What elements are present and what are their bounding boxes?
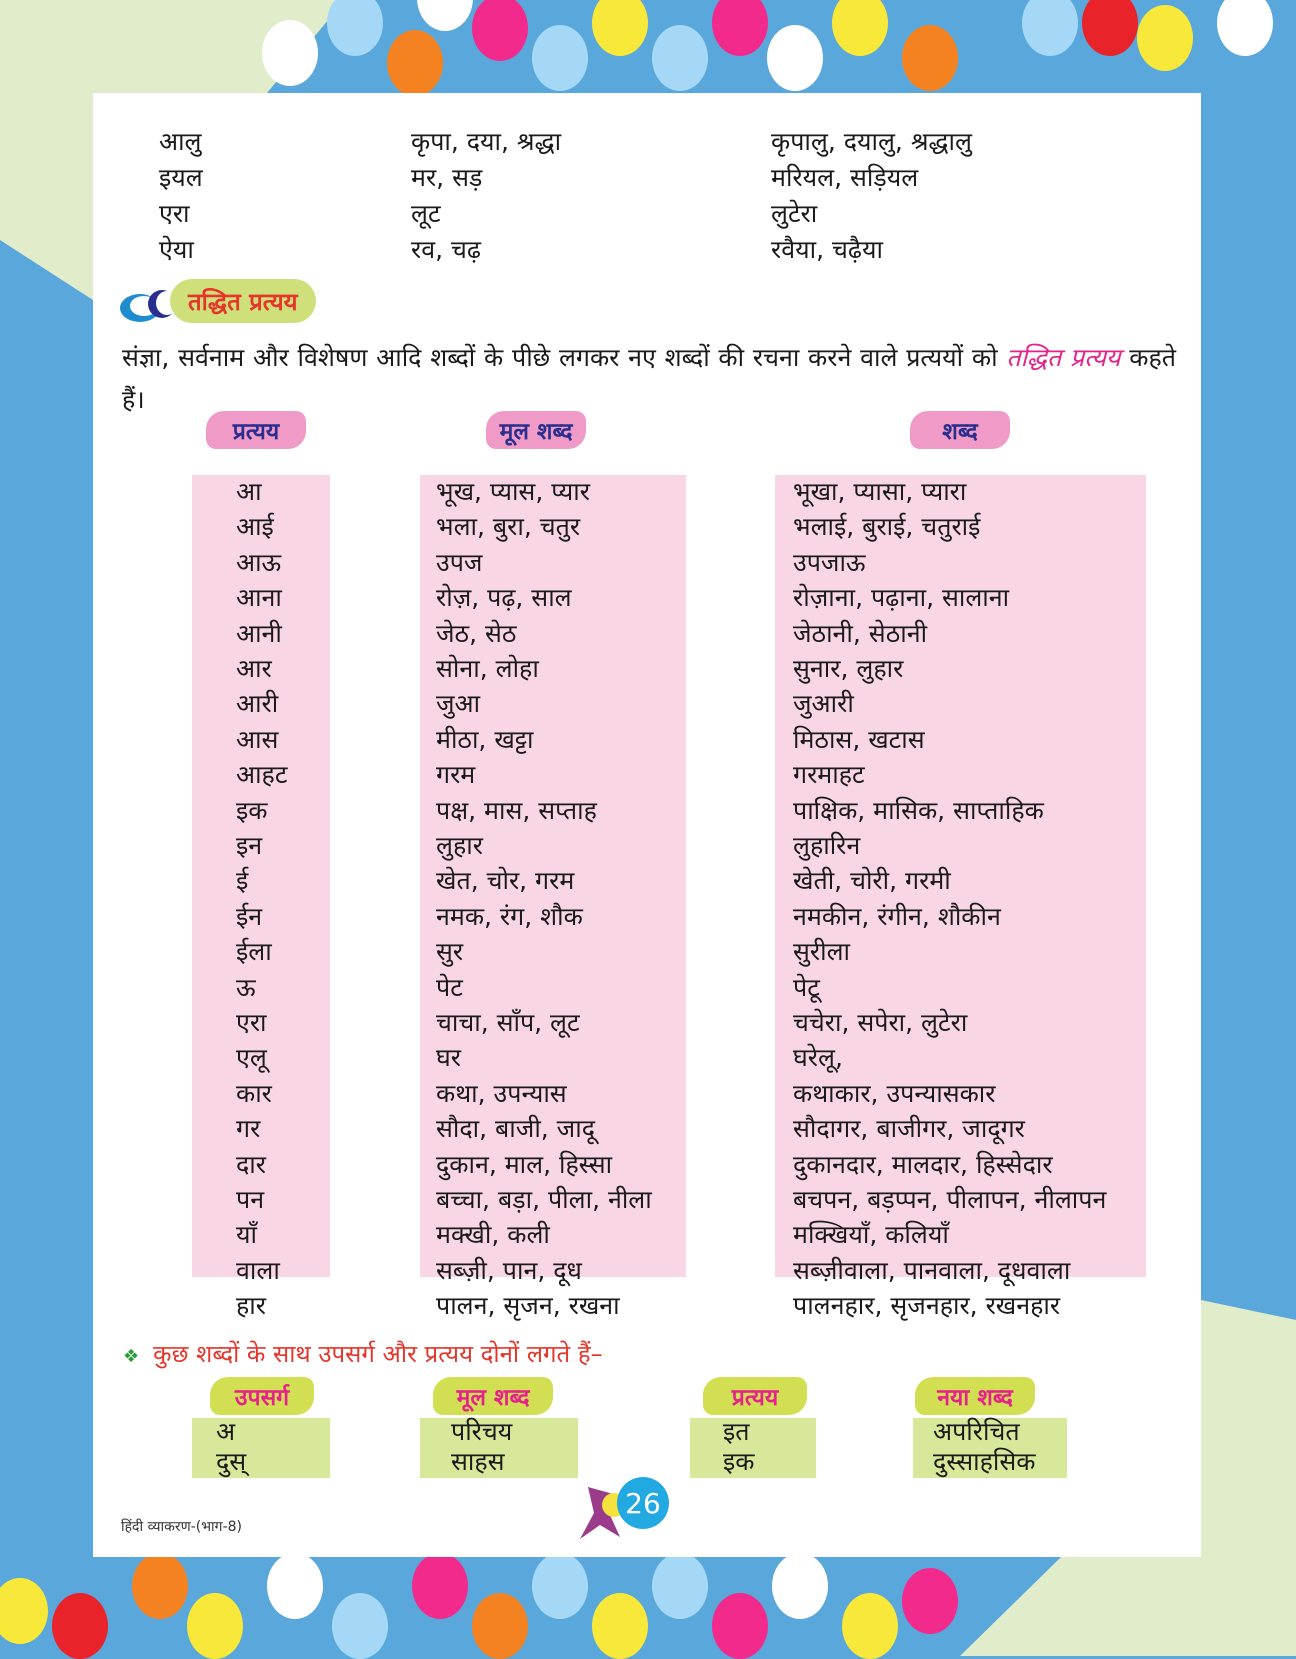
root-cell: पालन, सृजन, रखना [436, 1291, 620, 1321]
decor-dot [712, 1593, 768, 1659]
suffix-cell: गर [236, 1114, 261, 1144]
root-cell: कथा, उपन्यास [436, 1078, 567, 1108]
root-cell: घर [436, 1043, 462, 1073]
suffix-cell: ईन [236, 901, 263, 931]
decor-dot [652, 1553, 708, 1619]
upsarg-cell: दुस् [216, 1447, 247, 1476]
note-line [123, 1337, 603, 1370]
mool-shabd-cell: परिचय [451, 1417, 513, 1446]
word-cell: भूखा, प्यासा, प्यारा [793, 477, 967, 506]
swirl-logo-icon [118, 284, 178, 324]
word-cell: जुआरी [793, 689, 854, 719]
word-cell: चचेरा, सपेरा, लुटेरा [793, 1008, 968, 1037]
root-cell: रव, चढ़ [411, 235, 481, 264]
suffix-cell: आई [236, 512, 274, 542]
decor-dot [592, 1593, 648, 1659]
root-cell: चाचा, साँप, लूट [436, 1008, 580, 1037]
header-mool-shabd: मूल शब्द [486, 411, 586, 449]
suffix-cell: आ [236, 477, 262, 506]
root-cell: भूख, प्यास, प्यार [436, 477, 590, 506]
word-cell: रोज़ाना, पढ़ाना, सालाना [793, 583, 1010, 613]
mool-shabd-cell: साहस [451, 1447, 505, 1476]
word-cell: पेटू [793, 972, 820, 1002]
word-cell: मिठास, खटास [793, 724, 925, 754]
word-cell: सुनार, लुहार [793, 654, 904, 683]
root-cell: जुआ [436, 689, 481, 719]
definition-highlight: तद्धित प्रत्यय [1006, 343, 1121, 372]
suffix-cell: हार [236, 1291, 266, 1321]
decor-dot [267, 1553, 323, 1619]
combo-header-pratyay: प्रत्यय [703, 1377, 807, 1415]
suffix-cell: वाला [236, 1255, 280, 1285]
word-cell: लुहारिन [793, 831, 861, 860]
suffix-cell: एरा [236, 1008, 267, 1037]
diamond-bullet-icon: ❖ [123, 1346, 140, 1367]
root-cell: जेठ, सेठ [436, 618, 517, 648]
note-text: कुछ शब्दों के साथ उपसर्ग और प्रत्यय दोनों लगते हैं– [153, 1340, 603, 1368]
root-cell: सब्ज़ी, पान, दूध [436, 1255, 582, 1285]
suffix-cell: ई [236, 866, 249, 896]
combo-box-upsarg [192, 1418, 330, 1478]
root-cell: रोज़, पढ़, साल [436, 583, 572, 613]
root-cell: उपज [436, 547, 483, 577]
combo-header-naya-shabd: नया शब्द [915, 1377, 1035, 1415]
root-cell: लूट [411, 199, 441, 228]
decor-dot [772, 1553, 828, 1619]
root-cell: मीठा, खट्टा [436, 724, 534, 754]
suffix-cell: ऊ [236, 972, 256, 1002]
word-cell: लुटेरा [771, 199, 818, 228]
decor-dot [187, 1593, 243, 1659]
decor-dot [472, 1593, 528, 1659]
naya-shabd-cell: अपरिचित [933, 1417, 1020, 1446]
header-shabd: शब्द [910, 411, 1010, 449]
root-cell: सोना, लोहा [436, 654, 539, 683]
root-cell: भला, बुरा, चतुर [436, 512, 581, 542]
root-cell: सौदा, बाजी, जादू [436, 1114, 595, 1144]
decor-dot [842, 1593, 898, 1659]
word-cell: पाक्षिक, मासिक, साप्ताहिक [793, 795, 1044, 825]
decor-dot [1137, 5, 1193, 71]
suffix-cell: ईला [236, 937, 272, 967]
suffix-cell: याँ [236, 1220, 257, 1250]
word-cell: सुरीला [793, 937, 851, 967]
decor-dot [767, 25, 823, 91]
suffix-cell: आना [236, 583, 282, 613]
pratyay-cell: इक [723, 1447, 755, 1476]
top-table-row [93, 127, 1201, 163]
suffix-cell: आस [236, 724, 279, 754]
page-number: 26 [617, 1477, 669, 1529]
definition-paragraph [122, 337, 1176, 421]
pratyay-cell: इत [723, 1417, 750, 1446]
decor-dot [132, 1553, 188, 1619]
root-cell: पक्ष, मास, सप्ताह [436, 795, 597, 825]
suffix-cell: आलु [159, 127, 202, 156]
decor-dot [387, 30, 443, 96]
suffix-cell: आरी [236, 689, 279, 719]
suffix-cell: इन [236, 831, 263, 860]
suffix-cell: एलू [236, 1043, 267, 1073]
decor-dot [262, 20, 318, 86]
root-cell: दुकान, माल, हिस्सा [436, 1149, 613, 1179]
word-cell: मरियल, सड़ियल [771, 163, 919, 192]
word-cell: घरेलू, [793, 1043, 843, 1073]
suffix-cell: इयल [159, 163, 203, 192]
decor-dot [652, 25, 708, 91]
word-cell: कथाकार, उपन्यासकार [793, 1078, 996, 1108]
section-title: तद्धित प्रत्यय [170, 279, 316, 323]
root-cell: गरम [436, 760, 476, 790]
header-pratyay: प्रत्यय [206, 411, 306, 449]
suffix-cell: इक [236, 795, 268, 825]
decor-dot [532, 25, 588, 91]
suffix-cell: आऊ [236, 547, 282, 577]
suffix-cell: आहट [236, 760, 288, 790]
top-table-row [93, 199, 1201, 235]
definition-text-end: कहते हैं। [122, 343, 1176, 414]
word-cell: पालनहार, सृजनहार, रखनहार [793, 1291, 1061, 1321]
suffix-cell: आनी [236, 618, 282, 648]
suffix-cell: कार [236, 1078, 272, 1108]
decor-dot [532, 1553, 588, 1619]
suffix-cell: पन [236, 1185, 265, 1214]
textbook-page [93, 93, 1201, 1557]
root-cell: नमक, रंग, शौक [436, 901, 583, 931]
word-cell: जेठानी, सेठानी [793, 618, 928, 648]
suffix-cell: ऐया [159, 235, 194, 264]
combo-header-mool-shabd: मूल शब्द [433, 1377, 553, 1415]
suffix-cell: एरा [159, 199, 190, 228]
decor-dot [902, 25, 958, 91]
root-cell: लुहार [436, 831, 483, 860]
top-table-row [93, 235, 1201, 271]
word-cell: दुकानदार, मालदार, हिस्सेदार [793, 1149, 1053, 1179]
section-heading [118, 279, 348, 329]
root-cell: मर, सड़ [411, 163, 483, 192]
word-cell: मक्खियाँ, कलियाँ [793, 1220, 949, 1250]
definition-text: संज्ञा, सर्वनाम और विशेषण आदि शब्दों के पीछे लगकर नए शब्दों की रचना करने वाले प्रत्ययों को [122, 343, 1007, 372]
root-cell: सुर [436, 937, 464, 967]
word-cell: सब्ज़ीवाला, पानवाला, दूधवाला [793, 1255, 1071, 1285]
root-cell: पेट [436, 972, 463, 1002]
decor-dot [332, 1593, 388, 1659]
combo-header-upsarg: उपसर्ग [210, 1377, 314, 1415]
root-cell: कृपा, दया, श्रद्धा [411, 127, 562, 156]
decor-dot [412, 1553, 468, 1619]
suffix-cell: आर [236, 654, 272, 683]
word-cell: खेती, चोरी, गरमी [793, 866, 951, 896]
word-cell: गरमाहट [793, 760, 865, 790]
naya-shabd-cell: दुस्साहसिक [933, 1447, 1036, 1476]
book-title: हिंदी व्याकरण-(भाग-8) [121, 1519, 242, 1535]
word-cell: बचपन, बड़प्पन, पीलापन, नीलापन [793, 1185, 1107, 1214]
decor-dot [902, 1568, 958, 1634]
upsarg-cell: अ [216, 1417, 236, 1446]
top-table-row [93, 163, 1201, 199]
word-cell: भलाई, बुराई, चतुराई [793, 512, 981, 542]
root-cell: मक्खी, कली [436, 1220, 550, 1250]
decor-dot [52, 1593, 108, 1659]
word-cell: कृपालु, दयालु, श्रद्धालु [771, 127, 972, 156]
root-cell: खेत, चोर, गरम [436, 866, 575, 896]
suffix-cell: दार [236, 1149, 266, 1179]
word-cell: नमकीन, रंगीन, शौकीन [793, 901, 1001, 931]
word-cell: रवैया, चढ़ैया [771, 235, 883, 264]
word-cell: सौदागर, बाजीगर, जादूगर [793, 1114, 1025, 1144]
root-cell: बच्चा, बड़ा, पीला, नीला [436, 1185, 652, 1214]
word-cell: उपजाऊ [793, 547, 866, 577]
